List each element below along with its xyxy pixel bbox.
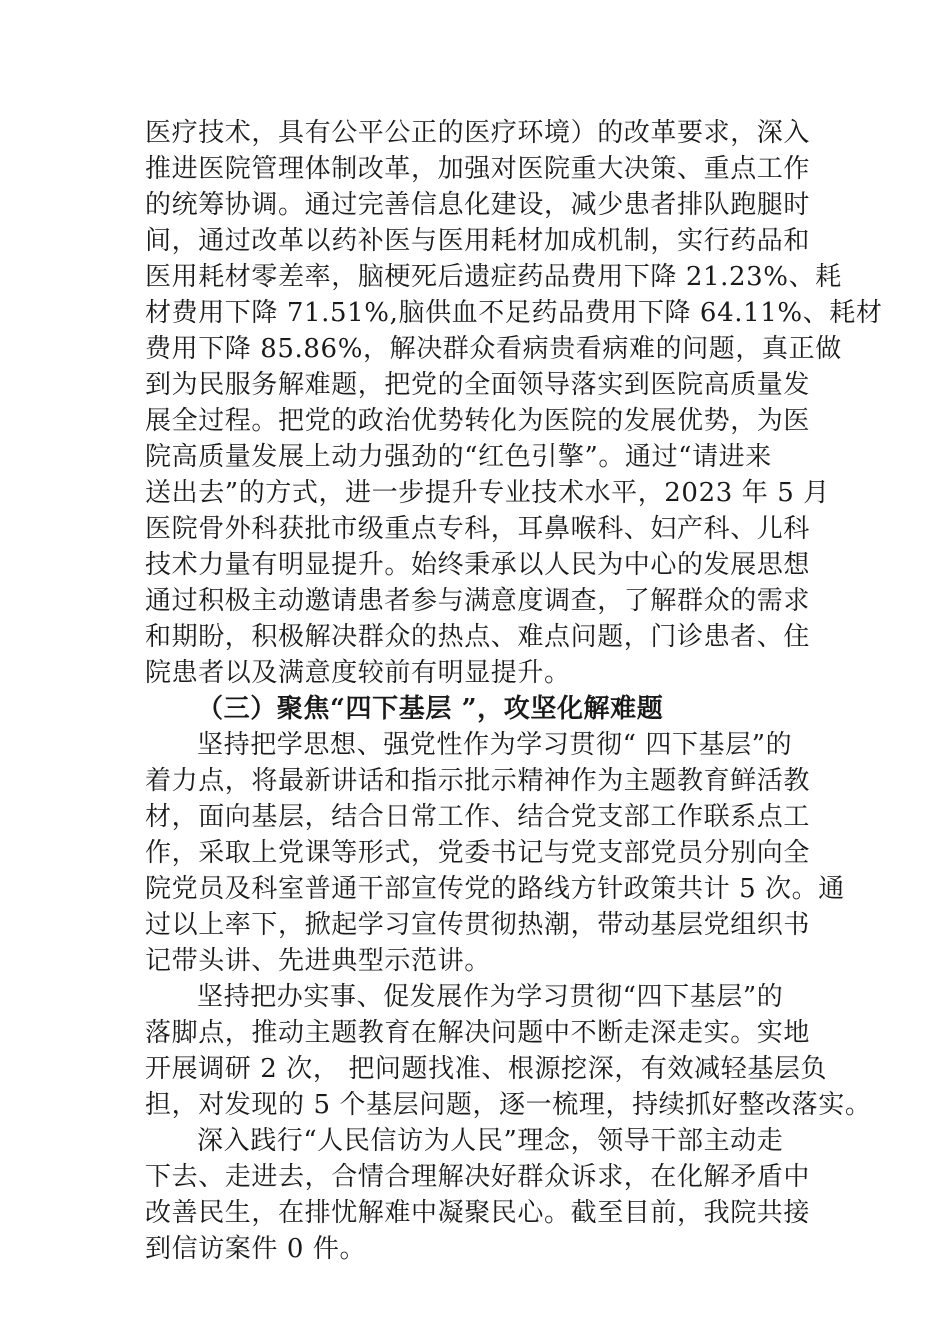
text-line: 费用下降 85.86%，解决群众看病贵看病难的问题，真正做 bbox=[145, 334, 842, 364]
text-line: 院高质量发展上动力强劲的“红色引擎”。通过“请进来 bbox=[145, 442, 772, 472]
paragraph-first-line: 坚持把学思想、强党性作为学习贯彻“ 四下基层”的 bbox=[197, 730, 793, 760]
section-heading: （三）聚焦“四下基层 ”，攻坚化解难题 bbox=[197, 694, 664, 724]
text-line: 推进医院管理体制改革，加强对医院重大决策、重点工作 bbox=[145, 154, 811, 184]
text-line: 记带头讲、先进典型示范讲。 bbox=[145, 946, 491, 976]
text-line: 到为民服务解难题，把党的全面领导落实到医院高质量发 bbox=[145, 370, 811, 400]
text-line: 医院骨外科获批市级重点专科，耳鼻喉科、妇产科、儿科 bbox=[145, 514, 811, 544]
text-line: 送出去”的方式，进一步提升专业技术水平，2023 年 5 月 bbox=[145, 478, 830, 508]
text-line: 落脚点，推动主题教育在解决问题中不断走深走实。实地 bbox=[145, 1018, 811, 1048]
document-body bbox=[145, 115, 883, 1267]
text-line: 作，采取上党课等形式，党委书记与党支部党员分别向全 bbox=[145, 838, 811, 868]
text-line: 改善民生，在排忧解难中凝聚民心。截至目前，我院共接 bbox=[145, 1198, 811, 1228]
text-line: 医疗技术，具有公平公正的医疗环境）的改革要求，深入 bbox=[145, 118, 811, 148]
text-line: 间，通过改革以药补医与医用耗材加成机制，实行药品和 bbox=[145, 226, 811, 256]
text-line: 院党员及科室普通干部宣传党的路线方针政策共计 5 次。通 bbox=[145, 874, 845, 904]
text-line: 担，对发现的 5 个基层问题，逐一梳理，持续抓好整改落实。 bbox=[145, 1090, 872, 1120]
text-line: 到信访案件 0 件。 bbox=[145, 1234, 367, 1264]
text-line: 展全过程。把党的政治优势转化为医院的发展优势，为医 bbox=[145, 406, 811, 436]
paragraph-first-line: 深入践行“人民信访为人民”理念，领导干部主动走 bbox=[197, 1126, 784, 1156]
text-line: 的统筹协调。通过完善信息化建设，减少患者排队跑腿时 bbox=[145, 190, 811, 220]
text-line: 过以上率下，掀起学习宣传贯彻热潮，带动基层党组织书 bbox=[145, 910, 811, 940]
text-line: 下去、走进去，合情合理解决好群众诉求，在化解矛盾中 bbox=[145, 1162, 811, 1192]
text-line: 医用耗材零差率，脑梗死后遗症药品费用下降 21.23%、耗 bbox=[145, 262, 842, 292]
text-line: 和期盼，积极解决群众的热点、难点问题，门诊患者、住 bbox=[145, 622, 811, 652]
text-line: 技术力量有明显提升。始终秉承以人民为中心的发展思想 bbox=[145, 550, 811, 580]
text-line: 院患者以及满意度较前有明显提升。 bbox=[145, 658, 571, 688]
text-line: 着力点，将最新讲话和指示批示精神作为主题教育鲜活教 bbox=[145, 766, 811, 796]
text-line: 材费用下降 71.51%,脑供血不足药品费用下降 64.11%、耗材 bbox=[145, 298, 883, 328]
text-line: 开展调研 2 次， 把问题找准、根源挖深，有效减轻基层负 bbox=[145, 1054, 828, 1084]
text-line: 通过积极主动邀请患者参与满意度调查，了解群众的需求 bbox=[145, 586, 811, 616]
paragraph-first-line: 坚持把办实事、促发展作为学习贯彻“四下基层”的 bbox=[197, 982, 784, 1012]
text-line: 材，面向基层，结合日常工作、结合党支部工作联系点工 bbox=[145, 802, 811, 832]
